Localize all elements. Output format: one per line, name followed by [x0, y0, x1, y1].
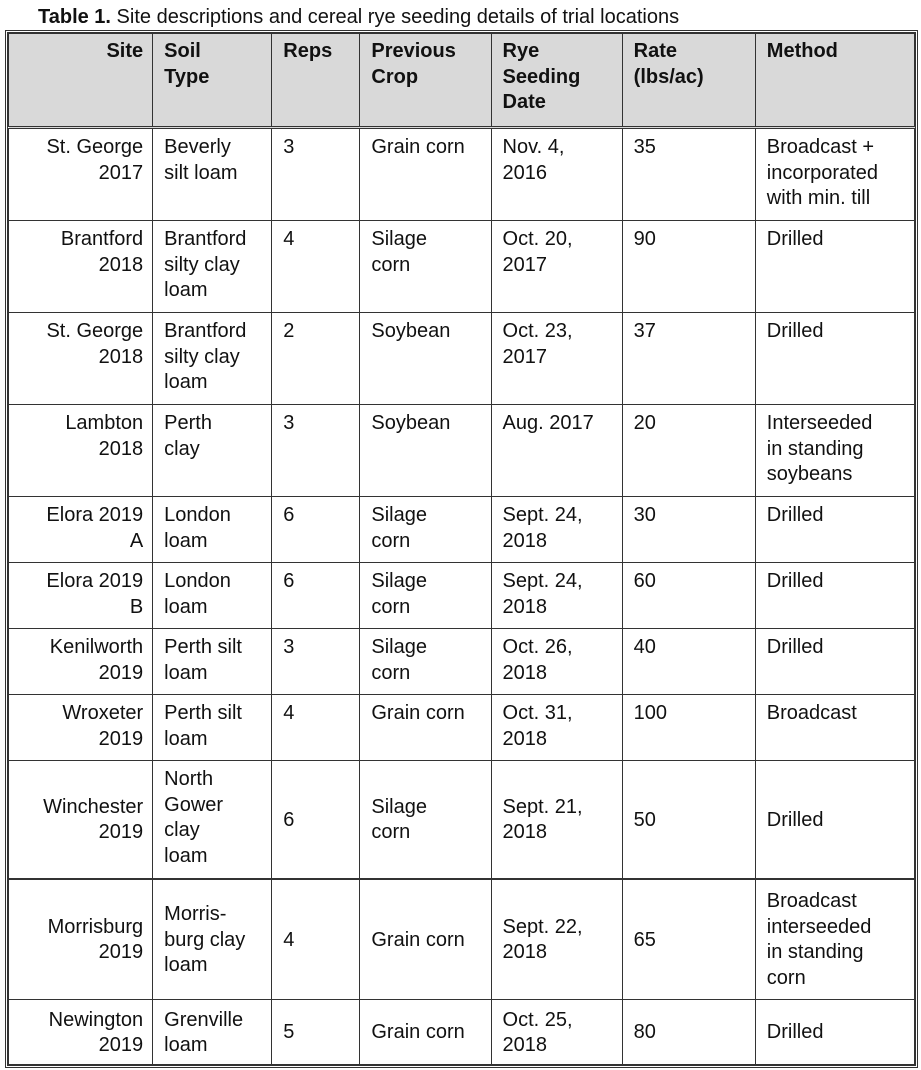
cell-rate: 20 [622, 405, 755, 497]
header-rate: Rate (lbs/ac) [622, 34, 755, 128]
cell-seeding-date: Oct. 25, 2018 [491, 1000, 622, 1065]
cell-reps: 5 [272, 1000, 360, 1065]
cell-rate: 65 [622, 879, 755, 1000]
cell-soil-type: London loam [153, 497, 272, 563]
cell-rate: 90 [622, 221, 755, 313]
cell-rate: 40 [622, 629, 755, 695]
cell-method: Drilled [755, 497, 914, 563]
cell-method: Broadcast + incorporated with min. till [755, 128, 914, 221]
cell-method: Broadcast interseeded in standing corn [755, 879, 914, 1000]
cell-reps: 4 [272, 695, 360, 761]
cell-soil-type: Perth clay [153, 405, 272, 497]
cell-rate: 50 [622, 761, 755, 879]
site-details-table-wrapper [5, 30, 918, 1068]
cell-method: Drilled [755, 221, 914, 313]
cell-soil-type: Grenville loam [153, 1000, 272, 1065]
table-row [9, 629, 915, 695]
header-rye-seeding-date: Rye Seeding Date [491, 34, 622, 128]
cell-soil-type: Brantford silty clay loam [153, 221, 272, 313]
cell-site: Newington 2019 [9, 1000, 153, 1065]
cell-seeding-date: Oct. 23, 2017 [491, 313, 622, 405]
header-method: Method [755, 34, 914, 128]
cell-seeding-date: Oct. 20, 2017 [491, 221, 622, 313]
site-details-table [8, 33, 915, 1065]
cell-rate: 100 [622, 695, 755, 761]
table-row [9, 128, 915, 221]
cell-reps: 3 [272, 128, 360, 221]
cell-previous-crop: Grain corn [360, 1000, 491, 1065]
header-row [9, 34, 915, 128]
table-row [9, 1000, 915, 1065]
header-previous-crop: Previous Crop [360, 34, 491, 128]
cell-method: Drilled [755, 563, 914, 629]
cell-previous-crop: Soybean [360, 405, 491, 497]
cell-site: St. George 2018 [9, 313, 153, 405]
cell-method: Drilled [755, 629, 914, 695]
cell-reps: 6 [272, 497, 360, 563]
cell-previous-crop: Silage corn [360, 761, 491, 879]
cell-site: Wroxeter 2019 [9, 695, 153, 761]
cell-seeding-date: Sept. 22, 2018 [491, 879, 622, 1000]
table-row [9, 695, 915, 761]
cell-previous-crop: Silage corn [360, 563, 491, 629]
cell-soil-type: Beverly silt loam [153, 128, 272, 221]
cell-seeding-date: Oct. 31, 2018 [491, 695, 622, 761]
cell-soil-type: Brantford silty clay loam [153, 313, 272, 405]
cell-site: Winchester 2019 [9, 761, 153, 879]
cell-soil-type: Perth silt loam [153, 629, 272, 695]
cell-rate: 80 [622, 1000, 755, 1065]
cell-soil-type: Perth silt loam [153, 695, 272, 761]
cell-site: Brantford 2018 [9, 221, 153, 313]
table-caption-text: Site descriptions and cereal rye seeding details of trial locations [111, 6, 680, 28]
table-body [9, 128, 915, 1065]
cell-site: Elora 2019 B [9, 563, 153, 629]
cell-previous-crop: Grain corn [360, 695, 491, 761]
table-header [9, 34, 915, 128]
cell-previous-crop: Silage corn [360, 629, 491, 695]
cell-method: Interseeded in standing soybeans [755, 405, 914, 497]
header-reps: Reps [272, 34, 360, 128]
table-row [9, 497, 915, 563]
cell-previous-crop: Silage corn [360, 221, 491, 313]
cell-method: Drilled [755, 313, 914, 405]
cell-previous-crop: Soybean [360, 313, 491, 405]
cell-previous-crop: Grain corn [360, 879, 491, 1000]
table-row [9, 313, 915, 405]
cell-rate: 35 [622, 128, 755, 221]
table-row [9, 761, 915, 879]
cell-seeding-date: Nov. 4, 2016 [491, 128, 622, 221]
header-site: Site [9, 34, 153, 128]
table-row [9, 405, 915, 497]
cell-seeding-date: Sept. 21, 2018 [491, 761, 622, 879]
cell-seeding-date: Sept. 24, 2018 [491, 497, 622, 563]
cell-soil-type: London loam [153, 563, 272, 629]
cell-rate: 30 [622, 497, 755, 563]
cell-site: Elora 2019 A [9, 497, 153, 563]
cell-previous-crop: Silage corn [360, 497, 491, 563]
cell-reps: 4 [272, 879, 360, 1000]
cell-rate: 60 [622, 563, 755, 629]
cell-rate: 37 [622, 313, 755, 405]
table-row [9, 563, 915, 629]
cell-method: Drilled [755, 761, 914, 879]
table-row [9, 221, 915, 313]
cell-seeding-date: Oct. 26, 2018 [491, 629, 622, 695]
cell-method: Drilled [755, 1000, 914, 1065]
cell-reps: 4 [272, 221, 360, 313]
cell-soil-type: Morris- burg clay loam [153, 879, 272, 1000]
cell-method: Broadcast [755, 695, 914, 761]
cell-site: Kenilworth 2019 [9, 629, 153, 695]
table-row [9, 879, 915, 1000]
cell-soil-type: North Gower clay loam [153, 761, 272, 879]
header-soil-type: Soil Type [153, 34, 272, 128]
cell-reps: 3 [272, 629, 360, 695]
cell-site: St. George 2017 [9, 128, 153, 221]
table-caption-label: Table 1. [38, 6, 111, 28]
cell-reps: 2 [272, 313, 360, 405]
cell-reps: 6 [272, 563, 360, 629]
cell-previous-crop: Grain corn [360, 128, 491, 221]
cell-seeding-date: Sept. 24, 2018 [491, 563, 622, 629]
cell-reps: 3 [272, 405, 360, 497]
cell-site: Lambton 2018 [9, 405, 153, 497]
cell-seeding-date: Aug. 2017 [491, 405, 622, 497]
table-caption [38, 5, 679, 29]
cell-reps: 6 [272, 761, 360, 879]
cell-site: Morrisburg 2019 [9, 879, 153, 1000]
